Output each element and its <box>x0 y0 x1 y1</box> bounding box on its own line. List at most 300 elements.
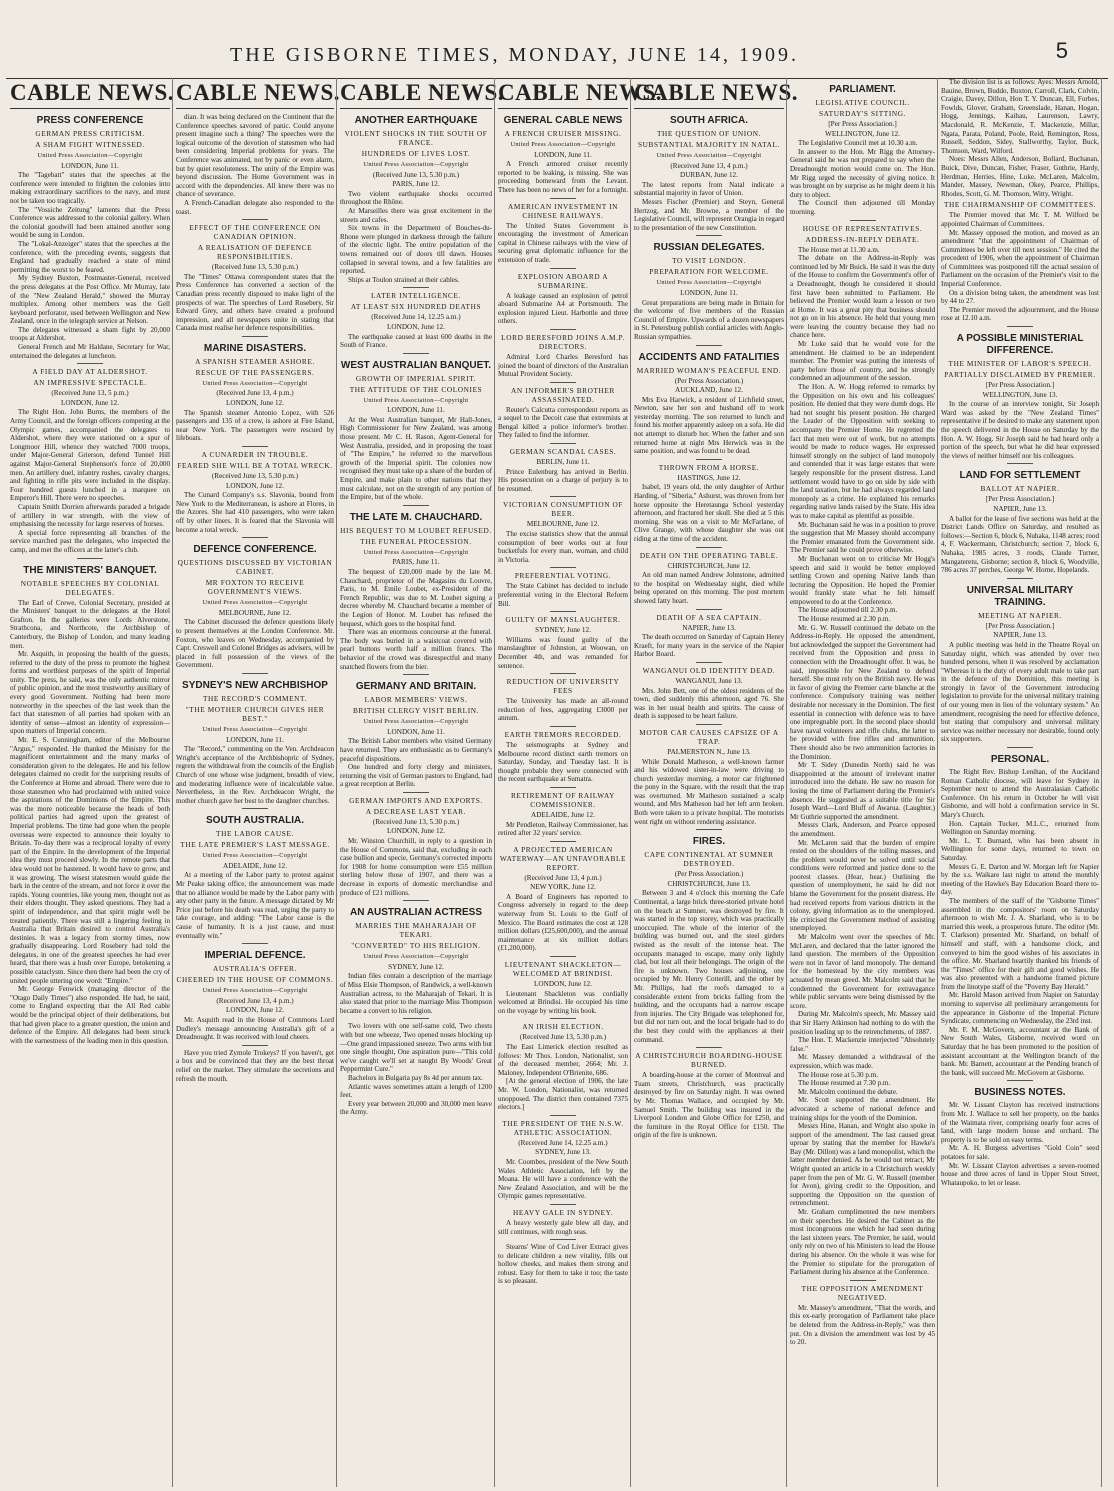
article-divider <box>550 787 576 788</box>
article-subheading: SUBSTANTIAL MAJORITY IN NATAL. <box>638 140 780 149</box>
article-paragraph: Mr. Asquith read in the House of Commons Lord Dudley's message announcing Australia's gift of a Dreadnought. It was received with loud cheers. <box>176 1016 334 1042</box>
article-paragraph: During Mr. Malcolm's speech, Mr. Massey said that Sir Harry Atkinson had nothing to do with the position leading up to the retrenchments, of 1887. <box>790 1010 935 1036</box>
article-divider <box>696 345 722 346</box>
article-paragraph: The seismographs at Sydney and Melbourne record distinct earth tremors on Saturday, Sunday, and Tuesday last. It is thought probable they were connected with the recent earthquake at Sumatra. <box>498 740 628 784</box>
dateline: (Received June 13, 5.30 p.m.) <box>211 472 299 481</box>
article-paragraph: Messrs Hine, Hanan, and Wright also spoke in support of the amendment. The last caused great uproar by stating that the member for Hawke's Bay (Mr. Dillon) was a land monopolist, which the latter member denied. As he would not retract, Mr Wright quoted an article in a Christchurch weekly paper from the pen of Mr. G. W. Russell (member for Avon), giving credit to the Opposition, and supporting the Opposition on the question of retrenchment. <box>790 1122 935 1208</box>
article-subheading: NOTABLE SPEECHES BY COLONIAL DELEGATES. <box>20 578 160 597</box>
article-subheading: THROWN FROM A HORSE. <box>658 462 760 472</box>
article-paragraph: Mr. George Fenwick (managing director of the "Otago Daily Times") also responded. He had, he said, come to England expecting that the All Red cable would be the principal object of their deliberations, but that had given place to a greater question, the union and defence of the Empire. All delegates had been struck with the earnestness of the leading men in this question. <box>10 985 170 1045</box>
article-subheading: GUILTY OF MANSLAUGHTER. <box>505 615 621 625</box>
dateline: LONDON, June 11. <box>387 406 445 415</box>
dateline: (Per Press Association.) <box>674 870 744 879</box>
article-headline: PARLIAMENT. <box>829 84 896 95</box>
article-divider <box>550 1239 576 1240</box>
dateline: LONDON, June 12. <box>387 322 445 331</box>
dateline: WELLINGTON, June 12. <box>825 129 900 138</box>
dateline: [Per Press Association.] <box>985 495 1055 504</box>
press-credit: United Press Association—Copyright <box>363 718 469 726</box>
article-headline: UNIVERSAL MILITARY TRAINING. <box>966 584 1074 608</box>
article-paragraph: Indian files contain a description of the marriage of Miss Elsie Thompson, of Randwick, a well-known Australian actress, to the Maharajah of Tekari. It is also stated that prior to the marriage Miss Thompson became a convert to his religion. <box>340 972 492 1015</box>
press-credit: United Press Association—Copyright <box>202 379 308 387</box>
article-paragraph: The Hon. T. Mackenzie interjected "Absolutely false." <box>790 1036 935 1053</box>
dateline: LONDON, June 12. <box>61 398 119 407</box>
article-paragraph: The Earl of Crewe, Colonial Secretary, presided at the Ministers' banquet to the delegates at the Hotel Grafton. In the galleries were Lords Alverstone, Strathcona, and Northcote, the Archbishop of Canterbury, the Bishop of London, and many leading men. <box>10 598 170 650</box>
article-divider <box>403 900 429 901</box>
article-headline: RUSSIAN DELEGATES. <box>653 242 765 254</box>
article-subheading: LORD BERESFORD JOINS A.M.P. DIRECTORS. <box>501 332 625 351</box>
article-paragraph: The East Limerick election resulted as follows: Mr Thos. London, Nationalist, son of the deceased member, 2664; Mr. J. Maloney, Independent O'Brienite, 686. <box>498 1043 628 1077</box>
column-heading: CABLE NEWS. <box>340 80 492 109</box>
press-credit: United Press Association—Copyright <box>510 141 616 148</box>
dateline: (Received June 13, 5 p.m.) <box>51 389 129 398</box>
article-divider <box>403 287 429 288</box>
dateline: LONDON, June 11. <box>387 727 445 736</box>
article-divider <box>1007 1080 1033 1081</box>
article-paragraph: Mr Pendleton, Railway Commissioner, has retired after 32 years' service. <box>498 820 628 838</box>
article-subheading: HIS BEQUEST TO M LOUBET REFUSED. <box>340 525 492 535</box>
article-paragraph: The United States Government is encouraging the investment of American capital in Chinese railways with the view of securing great diplomatic influence for the extension of trade. <box>498 221 628 264</box>
article-subheading: AT LEAST SIX HUNDRED DEATHS <box>350 302 482 312</box>
dateline: MELBOURNE, June 12. <box>526 520 600 529</box>
dateline: PARIS, June 12. <box>392 180 440 189</box>
article-subheading: TO VISIT LONDON. <box>672 256 746 266</box>
article-paragraph: Mr T. Sidey (Dunedin North) said he was disappointed at the amount of irrelevant matter introduced into the debate. He saw no reason for losing the time of Parliament during the Premier's absence. He suggested as a suitable title for Sir Joseph Ward—Lord Bluff of Awarua. (Laughter.) Mr Guthrie supported the amendment. <box>790 761 935 821</box>
article-subheading: EXPLOSION ABOARD A SUBMARINE. <box>517 271 609 290</box>
article-divider <box>1007 326 1033 327</box>
article-subheading: LATER INTELLIGENCE. <box>370 291 462 301</box>
article-paragraph: A special force representing all branches of the service marched past the delegates, who inspected the camp, and met the officers at the latter's club. <box>10 528 170 554</box>
article-paragraph: The delegates witnessed a sham fight by 20,000 troops at Aldershot. <box>10 325 170 343</box>
article-divider <box>696 662 722 663</box>
article-headline: SOUTH AUSTRALIA. <box>206 815 304 827</box>
article-paragraph: A ballot for the lease of five sections was held at the District Lands Office on Saturday, and resulted as follows:—Section 6, block 6, Nuhaka, 1148 acres; rood 4, F. Wackermann, Christchurch; section 7, block 6, Nuhaka, 1985 acres, 3 roods, Claude Turner, Mangateretu, Gisborne; section 8, block 6, Woodville, 786 acres 37 perches, George W. Horne, Hopelands. <box>941 514 1099 575</box>
article-divider <box>242 673 268 674</box>
dateline: (Received June 13, 5.30 p.m.) <box>519 1033 607 1042</box>
dateline: LONDON, June 11. <box>680 288 738 297</box>
article-subheading: A FIELD DAY AT ALDERSHOT. <box>32 367 148 377</box>
article-divider <box>550 567 576 568</box>
dateline: LONDON, June 11. <box>226 735 284 744</box>
press-credit: United Press Association—Copyright <box>202 725 308 733</box>
article-paragraph: Mr. W. Lissant Clayton has received instructions from Mr. J. Wallace to sell her property, on the banks of the Waimata river, comprising nearly four acres of land, with large modern house and orchard. The property is to be sold on easy terms. <box>941 1101 1099 1144</box>
article-headline: GENERAL CABLE NEWS <box>503 115 623 126</box>
article-headline: THE MINISTERS' BANQUET. <box>23 564 157 576</box>
article-subheading: REDUCTION OF UNIVERSITY FEES <box>506 677 620 696</box>
article-subheading: GERMAN IMPORTS AND EXPORTS. <box>349 795 483 805</box>
article-divider <box>550 1018 576 1019</box>
article-headline: PERSONAL. <box>990 754 1050 766</box>
article-subheading: HEAVY GALE IN SYDNEY. <box>512 1207 614 1217</box>
article-paragraph: Lieutenant Shackleton was cordially welcomed at Brindisi. He occupied his time on the voyage by writing his book. <box>498 989 628 1015</box>
article-paragraph: Mr. Coombes, president of the New South Wales Athletic Association, left by the Moana. He will have a conference with the New Zealand Association, and will be the Olympic games representative. <box>498 1157 628 1201</box>
article-paragraph: In answer to the Hon. Mr Rigg the Attorney-General said he was not prepared to say when the Dreadnought motion would come on. The Hon. Mr Rigg urged the necessity of giving notice. It was brought on by surprise as he might deem it his duty to object. <box>790 147 935 199</box>
article-paragraph: Messrs G. E. Darton and W. Morgan left for Napier by the s.s. Waikare last night to attend the monthly meeting of the Hawke's Bay Education Board there to-day. <box>941 862 1099 897</box>
article-paragraph: The division list is as follows: Ayes: Messrs Arnold, Bauine, Brown, Buddo, Buxton, Carroll, Clark, Colvin, Craigie, Davey, Dillon, Hon T. Y. Duncan, Ell, Forbes, Fowlds, Glover, Graham, Greenslade, Hanan, Hogan, Hogg, Jennings, Kaihau, Laurenson, Lawry, Macdonald, R. McKenzie, T. Mackenzie, Millar, Ngata, Parata, Poland, Poole, Reid, Remington, Ross, Russell, Seddon, Sidey, Stallworthy, Taylor, Buck, Thomson, Ward, Wilford. <box>941 78 1099 155</box>
article-paragraph: A heavy westerly gale blew all day, and still continues, with rough seas. <box>498 1218 628 1236</box>
article-subheading: PARTIALLY DISCLAIMED BY PREMIER. <box>944 370 1096 380</box>
press-credit: United Press Association—Copyright <box>363 953 469 961</box>
article-divider <box>550 329 576 330</box>
article-paragraph: The members of the staff of the "Gisborne Times" assembled in the compositors' room on Saturday afternoon to wish Mr. J. A. Sharland, who is to be married this week, a prosperous future. The editor (Mr. T. Clarkson) presented Mr. Sharland, on behalf of himself and staff, with a handsome clock, and conveyed to him the good wishes of his associates in the office. Mr. Sharland heartily thanked his friends of the "Times" office for their gift and good wishes. He was also presented with a handsome framed picture from the linotype staff of the "Poverty Bay Herald." <box>941 896 1099 991</box>
dateline: SYDNEY, June 12. <box>535 626 591 635</box>
article-paragraph: There was an enormous concourse at the funeral. The body was buried in a waistcoat covered with pearl buttons worth half a million francs. The behavior of the crowd was disrespectful and many snatched flowers from the bier. <box>340 628 492 671</box>
article-paragraph: A leakage caused an explosion of petrol aboard Submarine A4 at Portsmouth. The explosion injured Lieut. Harbottle and three others. <box>498 291 628 326</box>
article-subheading: AN IRISH ELECTION. <box>522 1022 604 1032</box>
article-paragraph: dian. It was being declared on the Continent that the Conference speeches savored of panic. Could anyone present imagine such a thing? The speeches were the logical outcome of the devotion of statesmen who had been considering Imperial problems for years. The Conference was animated, not by panic or even alarm, but by quiet resoluteness. The unity of the Empire was beyond discussion. The Home Government was in accord with the dependencies. All knew there was no chance of severance. <box>176 113 334 199</box>
article-paragraph: The death occurred on Saturday of Captain Henry Kraeft, for many years in the service of the Napier Harbor Board. <box>634 633 784 659</box>
article-subheading: LABOR MEMBERS' VIEWS. <box>364 695 468 705</box>
dateline: (Received June 13, 5.30 p.m.) <box>372 170 460 179</box>
article-headline: MARINE DISASTERS. <box>203 342 307 354</box>
article-paragraph: Isabel, 19 years old, the only daughter of Arthur Harding, of "Siberia," Ashurst, was thrown from her horse opposite the Heretaunga School yesterday afternoon, and fractured her skull. She died at 5 this morning. She was on a visit to Mr McFarlane, of Clive Grange, with whose daughter she was out riding at the time of the accident. <box>634 483 784 543</box>
dateline: LONDON, June 12. <box>226 1006 284 1015</box>
article-subheading: WANGANUI OLD IDENTITY DEAD. <box>642 665 776 675</box>
dateline: LONDON, June 12. <box>226 399 284 408</box>
article-divider <box>403 792 429 793</box>
article-paragraph: An old man named Andrew Johnstone, admitted to the hospital on Wednesday night, died while being operated on this morning. The post mortem showed fatty heart. <box>634 571 784 605</box>
article-subheading: RETIREMENT OF RAILWAY COMMISSIONER. <box>510 790 616 809</box>
article-paragraph: Captain Smith Dorrien afterwards paraded a brigade of artillery in war strength, with the view of emphasising the necessity for large reserves of horses. <box>10 502 170 529</box>
article-paragraph: Mr. Winston Churchill, in reply to a question in the House of Commons, said that, excluding in each case bullion and specie, Germany's corrected imports for 1908 for home consumption were £55 million sterling below those of 1907, and there was a decrease in exports of domestic merchandise and produce of £21 millions. <box>340 837 492 897</box>
article-paragraph: General French and Mr Haldane, Secretary for War, entertained the delegates at luncheon. <box>10 343 170 360</box>
dateline: (Received June 13, 4 p.m.) <box>670 161 748 170</box>
article-subheading: MARRIED WOMAN'S PEACEFUL END. <box>636 365 782 375</box>
dateline: WANGANUI, June 13. <box>675 676 743 685</box>
article-paragraph: The excise statistics show that the annual consumption of beer works out at four bucketfuls for every man, woman, and child in Victoria. <box>498 530 628 564</box>
article-subheading: MEETING AT NAPIER. <box>978 610 1062 620</box>
article-headline: IMPERIAL DEFENCE. <box>204 950 306 962</box>
article-divider <box>696 235 722 236</box>
dateline: SYDNEY, June 12. <box>388 962 444 971</box>
article-paragraph: Mr. Massey demanded a withdrawal of the expression, which was made. <box>790 1053 935 1070</box>
article-subheading: AN IMPRESSIVE SPECTACLE. <box>33 378 147 388</box>
dateline: [Per Press Association.] <box>985 381 1055 390</box>
article-divider <box>550 198 576 199</box>
article-subheading: A DECREASE LAST YEAR. <box>365 806 467 816</box>
article-subheading: THE ATTITUDE OF THE COLONIES <box>349 384 483 394</box>
article-paragraph: A French-Canadian delegate also responded to the toast. <box>176 198 334 216</box>
dateline: LONDON, June 11. <box>534 150 592 159</box>
press-credit: United Press Association—Copyright <box>202 852 308 860</box>
article-paragraph: Messrs Fischer (Premier) and Steyn, General Hertzog, and Mr. Browne, a member of the Legislative Council, will represent Orangia in regard to the presentation of the new Constitution. <box>634 197 784 232</box>
masthead-title: THE GISBORNE TIMES, MONDAY, JUNE 14, 1909. <box>230 44 799 66</box>
article-headline: FIRES. <box>692 836 726 848</box>
press-credit: United Press Association—Copyright <box>37 152 143 159</box>
article-subheading: GERMAN SCANDAL CASES. <box>509 447 617 457</box>
article-divider <box>696 547 722 548</box>
article-paragraph: Mr. Asquith, in proposing the health of the guests, referred to the duty of the press to promote the highest forms and worthiest purposes of the spirit of Imperial unity. The press, he said, was the only authentic mirror of public opinion, and the most trustworthy auxiliary of every good Government. Nothing had been more noteworthy in the speeches of the last week than the fact that statesmen of all parties had spoken with an identity of sense—almost an identity of expression—upon matters of Imperial concern. <box>10 650 170 736</box>
article-paragraph: The "Vossiche Zeitung" laments that the Press Conference was addressed to the colonial gallery. When the colonial goodwill had been attained another song would be sung in London. <box>10 205 170 240</box>
article-paragraph: While Donald Matheson, a well-known farmer and his widowed sister-in-law were driving to church yesterday morning, a motor car frightened the pony in the Square, with the result that the trap was overturned. Mr Matheson sustained a scalp wound, and Mrs Matheson had her left arm broken. Both were taken to a private hospital. The motorists went right on without rendering assistance. <box>634 757 784 826</box>
article-subheading: A CHRISTCHURCH BOARDING-HOUSE BURNED. <box>635 1051 783 1070</box>
dateline: (Received June 13, 5.30 p.m.) <box>211 263 299 272</box>
article-divider <box>550 443 576 444</box>
article-divider <box>242 446 268 447</box>
article-headline: PRESS CONFERENCE <box>36 115 144 126</box>
column-4 <box>498 78 662 1487</box>
article-divider <box>550 1204 576 1205</box>
article-headline: BUSINESS NOTES. <box>974 1087 1066 1099</box>
article-paragraph: The "Record," commenting on the Ven. Archdeacon Wright's acceptance of the Archbishopric of Sydney, regrets the withdrawal from the councils of the English Church of one whose wise judgment, breadth of view, and moderating influence were of incalculable value. Nevertheless, in the Rev. Archdeacon Wright, the mother church gave her best to the daughter churches. <box>176 745 334 805</box>
article-subheading: AUSTRALIA'S OFFER. <box>213 964 297 974</box>
article-divider <box>696 724 722 725</box>
article-headline: LAND FOR SETTLEMENT <box>959 470 1081 482</box>
article-paragraph: The "Tagebatt" states that the speeches at the conference were intended to frighten the colonies into making extraordinary sacrifices to the navy, and must not be taken too tragically. <box>10 171 170 205</box>
article-subheading: BALLOT AT NAPIER. <box>980 484 1060 494</box>
dateline: LONDON, June 12. <box>226 481 284 490</box>
article-paragraph: Ships at Toulon strained at their cables. <box>348 275 460 284</box>
dateline: (Received June 13, 4 p.m.) <box>216 996 294 1005</box>
dateline: NEW YORK, June 12. <box>530 883 596 892</box>
article-paragraph: One hundred and forty clergy and ministers, returning the visit of German pastors to England, had a great reception at Berlin. <box>340 763 492 789</box>
column-heading: CABLE NEWS. <box>498 80 628 109</box>
article-paragraph: The Premier moved that Mr. T. M. Wilford be appointed Chairman of Committees. <box>941 211 1099 228</box>
article-paragraph: Mr Malcolm went over the speeches of Mr. McLaren, and declared that the latter ignored the land question. The members of the Opposition were not in favor of land monopoly. The demand for the homestead by the city members was actuated by mean greed. Mr. Malcolm said that he condemned the Government for extravagance while public servants were being dismissed by the score. <box>790 933 935 1010</box>
dateline: NAPIER, June 13. <box>993 631 1047 640</box>
article-paragraph: In the course of an interview tonight, Sir Joseph Ward was asked by the "New Zealand Times" representative if he desired to make any statement upon the speech delivered in the House on Saturday by the Hon. A. W. Hogg. Sir Joseph said he had heard only a portion of the speech, but what he did hear expressed the views of neither himself nor his colleagues. <box>941 400 1099 460</box>
article-divider <box>850 220 876 221</box>
dateline: [Per Press Association.] <box>828 120 897 128</box>
press-credit: United Press Association—Copyright <box>363 161 469 168</box>
article-divider <box>550 382 576 383</box>
article-paragraph: Mr. Malcolm continued the debate. <box>798 1087 898 1096</box>
article-paragraph: The Legislative Council met at 10.30 a.m. <box>798 139 918 148</box>
dateline: PARIS, June 11. <box>392 558 440 567</box>
column-heading: CABLE NEWS. <box>10 80 170 109</box>
article-subheading: MOTOR CAR CAUSES CAPSIZE OF A TRAP. <box>639 727 779 746</box>
article-subheading: QUESTIONS DISCUSSED BY VICTORIAN CABINET. <box>177 558 333 577</box>
dateline: NAPIER, June 13. <box>993 504 1047 513</box>
article-paragraph: At a meeting of the Labor party to protest against Mr Peake taking office, the announcement was made that no alliance would be made by the Labor party with any other party in the future. A message dictated by Mr Price just before his death was read, urging the party to take courage, and adding: "The Labor cause is the cause of humanity. It is a just cause, and must eventually win." <box>176 871 334 940</box>
article-paragraph: The Cunard Company's s.s. Slavonia, bound from New York to the Mediterranean, is ashore at Flores, in the Azores. She had 410 passengers, who were taken off by other liners. It is feared that the Slavonia will become a total wreck. <box>176 491 334 534</box>
article-paragraph: Two violent earthquake shocks occurred throughout the Rhône. <box>340 189 492 207</box>
article-paragraph: A public meeting was held in the Theatre Royal on Saturday night, which was attended by over two hundred persons, when it was resolved by acclamation "Whereas it is the duty of every adult male to take part in the defence of the Dominion, this meeting is strongly in favor of the Government introducing legislation to provide for the universal military training of our young men in lieu of the voluntary system." An amendment, recognising the need for effective defence, but stating that compulsory and universal military service was neither necessary nor desirable, found only six supporters. <box>941 640 1099 744</box>
article-paragraph: Six towns in the Department of Bouches-du-Rhone were plunged in darkness through the failure of the electric light. The entire population of the towns remained out of doors till dawn. Houses collapsed in several towns, and a few fatalities are reported. <box>340 224 492 276</box>
article-paragraph: At Marseilles there was great excitement in the streets and cafes. <box>340 206 492 224</box>
article-subheading: A FRENCH CRUISER MISSING. <box>504 129 622 138</box>
article-subheading: CAPE CONTINENTAL AT SUMNER DESTROYED. <box>644 850 774 869</box>
article-paragraph: Mr. Scott supported the amendment. He advocated a scheme of national defence and training ships for the youth of the Dominion. <box>790 1096 935 1122</box>
article-divider <box>1007 463 1033 464</box>
article-subheading: "CONVERTED" TO HIS RELIGION. <box>351 941 481 951</box>
article-paragraph: The "Times" Ottawa correspondent states that the Press Conference has converted a section of the Canadian press recently disposed to make light of the prospects of war. The speeches of Lord Rosebery, Sir Edward Grey, and others have created a profound impression, and all newspapers unite in stating that Canada must realise her defence responsibilities. <box>176 272 334 333</box>
article-divider <box>550 268 576 269</box>
dateline: (Received June 13, 5.30 p.m.) <box>372 817 460 826</box>
article-paragraph: Between 3 and 4 o'clock this morning the Cafe Continental, a large brick three-storied private hotel on the beach at Sumner, was destroyed by fire. It was started in the top storey, which was practically unoccupied. The whole of the interior of the building was burned out, and the steel girders twisted as the result of the intense heat. The occupants managed to escape, many only lightly clad, but lost all their belongings. The origin of the fire is unknown. Two houses adjoining, one occupied by Mr. Henry Cotterill, and the other by Mr. Phillips, had the roofs damaged to a considerable extent from bricks falling from the building, and the occupants had a narrow escape from injuries. The City Brigade was telephoned for, but did not turn out, and the local brigade had to do the best they could with the appliances at their command. <box>634 889 784 1044</box>
article-subheading: THE FUNERAL PROCESSION. <box>360 536 472 546</box>
article-divider <box>242 943 268 944</box>
article-paragraph: Mr. L. T. Burnard, who has been absent in Wellington for some days, returned to town on Saturday. <box>941 836 1099 862</box>
article-paragraph: The debate on the Address-in-Reply was continued led by Mr Buick. He said it was the duty of the House to confirm the Government's offer of a Dreadnought, though he considered it should first have been submitted to Parliament. He believed the Premier would learn a lesson or two at Home. It was a great pity that business should not go on in his absence. He held that young men were leaving the country because they had no chance here. <box>790 254 935 340</box>
article-paragraph: Mr. Graham complimented the new members on their speeches. He desired the Cabinet as the most incongruous one which he had seen during the last sixteen years. The Premier, he said, would only rely on two of his Ministers to lead the House during his absence. On the whole it was wise for the Premier to stipulate for the prorogation of Parliament during his absence at the Conference. <box>790 1208 935 1277</box>
masthead <box>0 38 1114 78</box>
article-divider <box>550 611 576 612</box>
article-divider <box>242 336 268 337</box>
article-divider <box>550 726 576 727</box>
article-subheading: A CUNARDER IN TROUBLE. <box>201 450 309 460</box>
article-subheading: CHEERED IN THE HOUSE OF COMMONS. <box>176 975 334 985</box>
article-subheading: MR FOXTON TO RECEIVE GOVERNMENT'S VIEWS. <box>205 578 305 597</box>
article-subheading: HUNDREDS OF LIVES LOST. <box>361 149 471 158</box>
article-subheading: THE LATE PREMIER'S LAST MESSAGE. <box>180 840 330 850</box>
article-divider <box>696 459 722 460</box>
article-subheading: THE OPPOSITION AMENDMENT NEGATIVED. <box>801 1283 924 1302</box>
press-credit: United Press Association—Copyright <box>363 548 469 556</box>
article-divider <box>1007 578 1033 579</box>
dateline: PALMERSTON N., June 13. <box>667 747 751 756</box>
article-divider <box>403 1018 429 1019</box>
press-credit: United Press Association—Copyright <box>656 279 762 287</box>
article-paragraph: [At the general election of 1906, the late Mr. W. London, Nationalist, was returned unopposed. The district then contained 7375 electors.] <box>498 1077 628 1112</box>
press-credit: United Press Association—Copyright <box>202 987 308 995</box>
press-credit: United Press Association—Copyright <box>363 396 469 404</box>
article-subheading: A SPANISH STEAMER ASHORE. <box>195 356 315 366</box>
article-subheading: HOUSE OF REPRESENTATIVES. <box>802 223 923 233</box>
article-paragraph: A Board of Engineers has reported to Congress adversely in regard to the deep waterway from St. Louis to the Gulf of Mexico. The Board estimates the cost at 128 million dollars (£25,600,000), and the annual maintenance at six million dollars (£1,200,000). <box>498 892 628 953</box>
article-paragraph: Mr. W. Lissant Clayton advertises a seven-roomed house and three acres of land in Upper Stout Street, Whataupoko, to let or lease. <box>941 1161 1099 1187</box>
article-paragraph: The House rose at 5.30 p.m. <box>798 1070 878 1079</box>
article-subheading: EFFECT OF THE CONFERENCE ON CANADIAN OPINION. <box>189 223 321 242</box>
article-paragraph: The State Cabinet has decided to include preferential voting in the Electoral Reform Bill. <box>498 582 628 608</box>
article-paragraph: Mr. McLaren said that the burden of empire rested on the shoulders of the toiling masses, and the problem would never be solved until social conditions were reformed and justice done to the poorest classes. (Hear, hear.) Outlining the question of unemployment, he said he did not blame the Government for the present distress. He had received reports from various districts in the colony, giving information as to the unemployed. He criticised the Government method of assisting unemployed. <box>790 838 935 933</box>
article-subheading: VIOLENT SHOCKS IN THE SOUTH OF FRANCE. <box>344 129 488 147</box>
article-paragraph: Great preparations are being made in Britain for the welcome of five members of the Russian Council of Empire. Upwards of a dozen newspapers in St. Petersburg publish cordial articles with Anglo-Russian sympathies. <box>634 298 784 341</box>
article-paragraph: Admiral Lord Charles Beresford has joined the board of directors of the Australian Mutual Provident Society. <box>498 352 628 379</box>
article-paragraph: On a division being taken, the amendment was lost by 44 to 27. <box>941 288 1099 306</box>
article-subheading: GERMAN PRESS CRITICISM. <box>35 129 145 138</box>
article-divider <box>550 1115 576 1116</box>
article-subheading: ADDRESS-IN-REPLY DEBATE. <box>805 234 920 244</box>
dateline: CHRISTCHURCH, June 13. <box>667 879 751 888</box>
article-paragraph: Every year between 20,000 and 30,000 men leave the Army. <box>340 1099 492 1117</box>
article-headline: THE LATE M. CHAUCHARD. <box>349 511 483 523</box>
article-paragraph: The Right Hon. John Burns, the members of the Army Council, and the foreign officers competing at the Olympic games, accompanied the delegates to Aldershot, where they were stationed on a spur of Longmoor Hill, whence they watched 7000 troops, under Major-General Grierson, defend Tunnel Hill against Major-General Stephenson's force of 20,000 men. An artillery duel, infantry rushes, cavalry charges, and fighting in rifle pits were included in the display. Four hundred guests lunched in a marquee on Emperor's Hill. There were no speeches. <box>10 408 170 503</box>
article-paragraph: A boarding-house at the corner of Montreal and Tuam streets, Christchurch, was practically destroyed by fire on Saturday night. It was owned by Mr. Thomas Wallace, and occupied by Mr. Samuel Smith. The building was insured in the Liverpool London and Globe Office for £250, and the furniture in the Royal Office for £150. The origin of the fire is unknown. <box>634 1071 784 1140</box>
article-headline: SOUTH AFRICA. <box>670 115 748 126</box>
article-subheading: LIEUTENANT SHACKLETON—WELCOMED AT BRINDISI. <box>504 960 622 979</box>
article-divider <box>696 1047 722 1048</box>
article-divider <box>850 1280 876 1281</box>
article-subheading: PREPARATION FOR WELCOME. <box>649 267 769 277</box>
column-6 <box>790 78 935 1487</box>
article-subheading: SATURDAY'S SITTING. <box>818 109 907 118</box>
article-paragraph: Williams was found guilty of the manslaughter of Johnston, at Woowan, on December 4th, and was remanded for sentence. <box>498 635 628 670</box>
article-paragraph: Mrs. John Bett, one of the oldest residents of the town, died suddenly this afternoon, aged 76. She was in her usual health and spirits. The cause of death is supposed to be heart failure. <box>634 686 784 721</box>
article-divider <box>242 808 268 809</box>
dateline: (Received June 14, 12.25 a.m.) <box>371 313 461 322</box>
article-paragraph: Mr. E. S. Cunningham, editor of the Melbourne "Argus," responded. He thanked the Ministry for the magnificent entertainment and the many marks of consideration given to the delegates. He and his fellow delegates claimed no credit for the surprising results of the Conference at Home and abroad. There were due to those statesmen who had proclaimed with united voice the aspirations of the Dominions of the Empire. This was the more noticeable because the heads of both political parties had agreed upon the greatest of Imperial problems. The time had gone when the people overseas were expected to announce their loyalty to Britain. To-day there was a reciprocal loyalty of every part of the Empire. In the development of the Imperial idea they must proceed slowly. In the remote parts that idea would not be hastened. It would have to grow, and it was growing. The wisest statesmen would guide the bark in the centre of the stream, and not force it over the rapids. Young countries, like young men, thought not as their elders thought. They asked questions. They had a spirit of independence, and that spirit might well be treated patiently. There was still a lingering feeling in Australia that Britain desired to control Australia's destinies. It was a legacy from stormy times, now gradually disappearing. Lord Rosebery had told the delegates, in one of the greatest speeches he had ever heard, that there was a hush over Europe, betokening a possible cataclysm. Since then there had been the cry of united people uttering one word: "Empire." <box>10 736 170 985</box>
article-paragraph: The British Labor members who visited Germany have returned. They are enthusiastic as to Germany's peaceful dispositions. <box>340 737 492 763</box>
dateline: CHRISTCHURCH, June 12. <box>667 561 751 570</box>
article-subheading: RESCUE OF THE PASSENGERS. <box>195 367 315 377</box>
article-divider <box>696 829 722 830</box>
article-headline: A POSSIBLE MINISTERIAL DIFFERENCE. <box>956 333 1084 357</box>
article-divider <box>403 353 429 354</box>
article-paragraph: The Right Rev. Bishop Lenihan, of the Auckland Roman Catholic diocese, will leave for Sydney in September next to attend the Australasian Catholic Conference. On his return in October he will visit Gisborne, and will hold a confirmation service in St. Mary's Church. <box>941 768 1099 819</box>
article-divider <box>550 841 576 842</box>
article-headline: ACCIDENTS AND FATALITIES <box>638 351 780 363</box>
column-2 <box>176 78 340 1487</box>
article-subheading: THE LABOR CAUSE. <box>216 829 294 839</box>
article-paragraph: Atlantic waves sometimes attain a length of 1200 feet. <box>340 1082 492 1100</box>
article-subheading: AN INFORMER'S BROTHER ASSASSINATED. <box>511 385 615 404</box>
article-paragraph: The Premier moved the adjournment, and the House rose at 12.10 a.m. <box>941 305 1099 323</box>
article-paragraph: The Spanish steamer Antonio Lopez, with 526 passengers and 135 of a crew, is ashore at Fire Island, near New York. The passengers were rescued by lifeboats. <box>176 408 334 443</box>
article-paragraph: The Council then adjourned till Monday morning. <box>790 199 935 216</box>
article-paragraph: Mr Luke said that he would vote for the amendment. He claimed to be an independent member. The Premier was putting the interests of party before those of country, and he strongly condemned an adjournment of the session. <box>790 340 935 383</box>
article-headline: GERMANY AND BRITAIN. <box>355 681 477 693</box>
article-divider <box>77 558 103 559</box>
article-paragraph: The University has made an all-round reduction of fees, aggregating £3000 per annum. <box>498 697 628 723</box>
article-subheading: DEATH ON THE OPERATING TABLE. <box>639 550 779 560</box>
article-paragraph: A French armored cruiser recently reported to be leaking, is missing. She was proceeding homeward from the Levant. There has been no news of her for a fortnight. <box>498 160 629 194</box>
article-paragraph: Hon. Captain Tucker, M.L.C., returned from Wellington on Saturday morning. <box>941 819 1099 837</box>
column-5 <box>634 78 798 1487</box>
article-divider <box>696 609 722 610</box>
article-paragraph: Mr. Massey opposed the motion, and moved as an amendment "that the appointment of Chairman of Committees be left over till next session." He cited the precedent of 1906, when the appointment of Chairman of Committees was postponed till the actual session of Parliament on the occasion of the Premier's visit to the Imperial Conference. <box>941 228 1099 289</box>
dateline: DURBAN, June 12. <box>680 171 738 180</box>
article-paragraph: Noes: Messrs Allen, Anderson, Bollard, Buchanan, Buick, Dive, Duncan, Fisher, Fraser, Guthrie, Hardy, Herdman, Herries, Hine, Luke, McLaren, Malcolm, Mander, Massey, Newman, Okey, Pearce, Phillips, Rhodes, Scott, G. M. Thomson, Witty, Wright. <box>941 155 1099 198</box>
article-paragraph: The Cabinet discussed the defence questions likely to present themselves at the London Conference. Mr. Foxton, who leaves on Wednesday, accompanied by Capt. Creswell and Colonel Bridges as advisers, will be placed in full possession of the views of the Government. <box>176 618 335 670</box>
dateline: (Received June 13, 4 p.m.) <box>524 873 602 882</box>
press-credit: United Press Association—Copyright <box>656 152 762 159</box>
article-paragraph: Bachelors in Bulgaria pay 8s 4d per annum tax. <box>348 1073 483 1082</box>
dateline: NAPIER, June 13. <box>682 623 736 632</box>
article-divider <box>403 674 429 675</box>
article-subheading: FEARED SHE WILL BE A TOTAL WRECK. <box>177 461 333 471</box>
column-7 <box>941 78 1099 1487</box>
article-subheading: MARRIES THE MAHARAJAH OF TEKARI. <box>355 921 477 940</box>
dateline: MELBOURNE, June 12. <box>218 608 292 617</box>
dateline: (Received June 13, 4 p.m.) <box>216 389 294 398</box>
article-subheading: DEATH OF A SEA CAPTAIN. <box>656 612 762 622</box>
dateline: HASTINGS, June 12. <box>677 473 741 482</box>
article-subheading: THE PRESIDENT OF THE N.S.W. ATHLETIC ASSOCIATION. <box>502 1118 624 1137</box>
article-subheading: BRITISH CLERGY VISIT BERLIN. <box>352 706 480 716</box>
article-subheading: THE RECORD'S COMMENT. <box>203 693 307 703</box>
column-1 <box>10 78 174 1487</box>
article-paragraph: The earthquake caused at least 600 deaths in the South of France. <box>340 332 492 350</box>
dateline: [Per Press Association.] <box>985 621 1055 630</box>
dateline: (Received June 14, 12.25 a.m.) <box>518 1138 608 1147</box>
page-number: 5 <box>1055 38 1068 63</box>
article-paragraph: Mr. Buchanan said he was in a position to prove the suggestion that Mr Massey should accompany the Premier emanated from the Government side. The Premier said he could prove otherwise. <box>790 520 935 555</box>
article-paragraph: Reuter's Calcutta correspondent reports as a sequel to the Decoit case that extremists at Bengal killed a police informer's brother. They failed to find the informer. <box>498 405 628 440</box>
column-heading: CABLE NEWS. <box>176 80 334 109</box>
article-subheading: "THE MOTHER CHURCH GIVES HER BEST." <box>185 704 325 723</box>
article-paragraph: Mr. Massey's amendment, "That the words, and this ex-early prorogation of Parliament take place be deleted from the Address-in-Reply," was then put. On a division the amendment was lost by 45 to 20. <box>790 1303 935 1347</box>
column-heading: CABLE NEWS. <box>634 80 784 109</box>
article-divider <box>77 363 103 364</box>
article-subheading: THE QUESTION OF UNION. <box>657 129 761 138</box>
article-subheading: THE CHAIRMANSHIP OF COMMITTEES. <box>943 200 1097 210</box>
article-divider <box>550 673 576 674</box>
article-paragraph: Mrs Eva Harwick, a resident of Lichfield street, Newton, saw her son and husband off to work yesterday morning. The son returned to lunch and found his mother apparently asleep on a sofa. He did not attempt to disturb her. When the father and son returned home at night Mrs Herwick was in the same position, and was found to be dead. <box>634 395 784 456</box>
dateline: ADELAIDE, June 12. <box>531 810 595 819</box>
article-subheading: A PROJECTED AMERICAN WATERWAY—AN UNFAVORABLE REPORT. <box>499 844 627 872</box>
article-headline: SYDNEY'S NEW ARCHBISHOP <box>182 679 328 691</box>
article-paragraph: The bequest of £20,000 made by the late M. Chauchard, proprietor of the Magasins du Louvre, Paris, to M. Emile Loubet, ex-President of the French Republic, was due to M. Loubet signing a decree whereby M. Chauchard became a member of the Legion of Honor. M. Loubet has refused the bequest, which goes to the hospital fund. <box>340 568 492 628</box>
column-3 <box>340 78 504 1487</box>
article-subheading: THE MINISTER OF LABOR'S SPEECH. <box>948 359 1092 369</box>
article-paragraph: Mr. A. H. Burgess advertises "Gold Coin" seed potatoes for sale. <box>941 1144 1099 1161</box>
dateline: BERLIN, June 11. <box>536 458 590 467</box>
article-paragraph: Mr. F. M. McGovern, accountant at the Bank of New South Wales, Gisborne, received word on Saturday that he has been promoted to the position of assistant accountant at the Wellington branch of the bank. Mr. Barnett, accountant at the Pending branch of the bank, will succeed Mr. McGovern at Gisborne. <box>941 1025 1099 1077</box>
article-subheading: A SHAM FIGHT WITNESSED. <box>35 140 145 149</box>
article-subheading: GROWTH OF IMPERIAL SPIRIT. <box>355 373 477 383</box>
article-paragraph: The Hon. A. W. Hogg referred to remarks by the Opposition on his own and his colleagues' position. He denied that they were dumb dogs. He had not sought his present position. He charged the Leader of the Opposition with seeking to accompany the Premier Home. He regretted the fact that men were out of work, but no attempts would be made to reduce wages. He expressed himself strongly on the subject of land monopoly and contended that it was large estates that were largely responsible for the present distress. Land settlement would have to go on side by side with the land taxation, but he had always regarded land monopoly as a crime. He explained his remarks regarding native lands raised by the State. His idea was to make capital as plentiful as possible. <box>790 383 935 520</box>
